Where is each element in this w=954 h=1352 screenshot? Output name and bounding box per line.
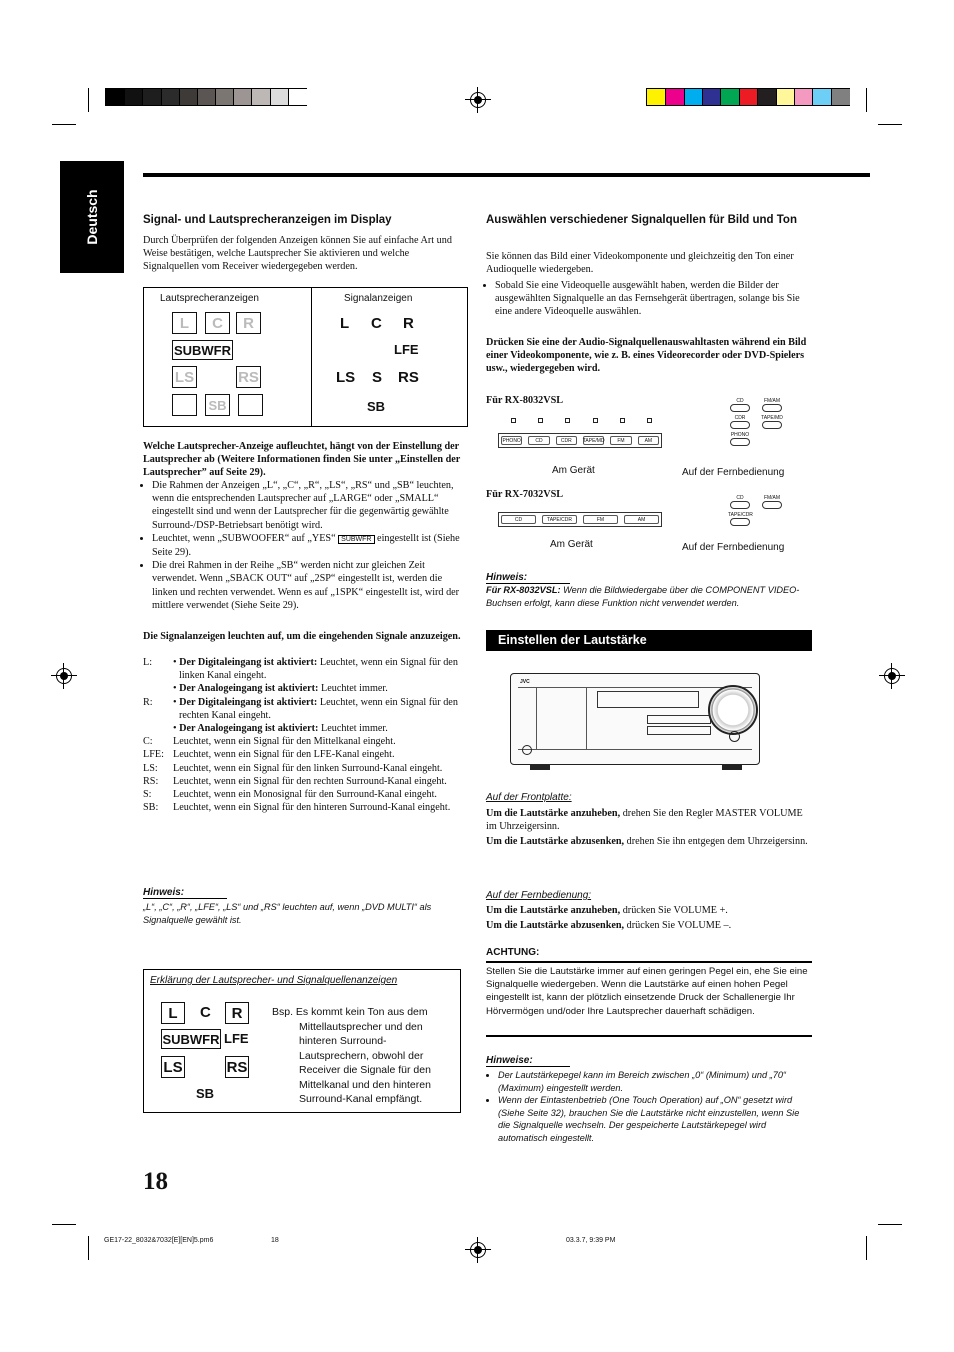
panel-led (647, 418, 652, 423)
source-button-label: AM (637, 516, 646, 523)
legend-indicator-lfe: LFE (224, 1031, 249, 1046)
front-down-label: Um die Lautstärke abzusenken, (486, 836, 625, 847)
legend-indicator-rs: RS (225, 1056, 249, 1078)
signal-text: Leuchtet, wenn ein Signal für den linken Surround-Kanal eingeht. (173, 762, 443, 774)
signal-key: LS: (143, 762, 158, 774)
section-header-volume (486, 630, 812, 651)
remote-button-label: FM/AM (763, 495, 781, 501)
legend-line: Surround-Kanal empfängt. (299, 1093, 423, 1105)
speaker-indicator-c: C (205, 312, 230, 334)
signal-definitions (143, 656, 469, 814)
signal-text: Leuchtet, wenn ein Signal für den rechten Surround-Kanal eingeht. (173, 775, 447, 787)
swatch (270, 89, 290, 105)
legend-indicator-c: C (200, 1004, 211, 1021)
subwfr-inline-badge: SUBWFR (338, 535, 374, 544)
rem-down-text: drücken Sie VOLUME –. (624, 920, 732, 931)
source-button-label: FM (617, 437, 625, 444)
footer-date: 03.3.7, 9:39 PM (566, 1237, 616, 1244)
table-divider (311, 288, 312, 426)
signal-row (143, 801, 469, 814)
crop-mark (866, 1236, 867, 1260)
remote-8032 (728, 398, 788, 464)
bullet-item: • Sobald Sie eine Videoquelle ausgewählt haben, werden die Bilder der ausgewählten Signalquelle an das Fernsehgerät übertragen, solange bis Sie eine andere Videoquelle auswählen. (495, 279, 811, 319)
crop-mark (878, 1224, 902, 1225)
legend-line: Receiver die Signale für den (299, 1064, 431, 1076)
remote-button[interactable] (762, 421, 782, 429)
am-geraet-label-2: Am Gerät (550, 539, 593, 550)
speaker-indicator-rs: RS (236, 366, 261, 388)
front-up-label: Um die Lautstärke anzuheben, (486, 808, 621, 819)
swatch (702, 89, 722, 105)
front-up-text: drehen Sie den Regler MASTER VOLUME im Uhrzeigersinn. (486, 808, 803, 833)
gray-scale-bar (105, 88, 307, 106)
swatch (720, 89, 740, 105)
speaker-indicator-subwfr: SUBWFR (172, 340, 233, 360)
master-volume-knob[interactable] (708, 685, 758, 735)
signal-key: SB: (143, 802, 159, 814)
signal-body (173, 696, 469, 736)
swatch (739, 89, 759, 105)
left-note: „L“, „C“, „R“, „LFE“, „LS“ und „RS“ leuchten auf, wenn „DVD MULTI“ als Signalquelle gewählt ist. (143, 902, 432, 925)
right-bullet (486, 279, 811, 319)
bullet-item (152, 532, 468, 559)
panel-led (511, 418, 516, 423)
remote-button-label: CD (736, 398, 744, 404)
right-note (486, 584, 814, 609)
legend-line: Lautsprechern, obwohl der (299, 1049, 424, 1062)
legend-line: Mittelkanal und den hinteren (299, 1078, 431, 1091)
note-title: Hinweis: (143, 887, 227, 899)
right-intro: Sie können das Bild einer Videokomponente und gleichzeitig den Ton einer Audioquelle wiedergeben. (486, 251, 794, 276)
right-heading: Auswählen verschiedener Signalquellen für Bild und Ton (486, 214, 797, 226)
remote-button-label: TAPE/CDR (728, 512, 753, 518)
right-instruction: Drücken Sie eine der Audio-Signalquellenauswahltasten während ein Bild einer Videokomponente, wie z. B. eines Videorecorder oder DVD-Spielers usw., wiedergegeben wird. (486, 337, 807, 375)
swatch (684, 89, 704, 105)
swatch (647, 89, 666, 105)
notes-title: Hinweise: (486, 1055, 570, 1067)
legend-line: Mittellautsprecher und den (299, 1020, 423, 1033)
footer-filename: GE17-22_8032&7032[E][EN]5.pm6 (104, 1237, 214, 1244)
swatch (831, 89, 851, 105)
signal-item-text: Leuchtet, wenn ein Signal für den linken Kanal eingeht. (179, 657, 458, 682)
remote-button[interactable] (762, 501, 782, 509)
signal-indicator-r: R (403, 315, 414, 332)
source-button-label: FM (596, 516, 605, 523)
remote-button[interactable] (730, 438, 750, 446)
right-note-title (486, 567, 570, 585)
signal-key: LFE: (143, 749, 164, 761)
signal-row (143, 735, 469, 748)
source-button-label: AM (644, 437, 653, 444)
swatch (812, 89, 832, 105)
swatch (794, 89, 814, 105)
crop-mark (88, 88, 89, 112)
panel-led (565, 418, 570, 423)
panel-led (538, 418, 543, 423)
caution-title: ACHTUNG: (486, 947, 540, 958)
remote-button[interactable] (730, 404, 750, 412)
legend-box (143, 969, 461, 1113)
front-panel-7032 (498, 512, 662, 532)
legend-indicator-r: R (225, 1002, 249, 1024)
swatch (757, 89, 777, 105)
signal-indicator-sb: SB (367, 399, 386, 414)
speaker-explanation: Welche Lautsprecher-Anzeige aufleuchtet, hängt von der Einstellung der Lautsprecher ab (Weitere Informationen finden Sie unter „Einstellen der Lautsprecher” auf Seite 29). (143, 441, 461, 479)
speaker-indicator-sb: SB (205, 394, 230, 416)
swatch (142, 89, 162, 105)
signal-item: • Der Digitaleingang ist aktiviert: Leuchtet, wenn ein Signal für den linken Kanal eingeht. (173, 657, 458, 682)
indicator-table (143, 287, 468, 427)
fernbedienung-label-2: Auf der Fernbedienung (682, 542, 785, 553)
legend-indicator-sb: SB (196, 1086, 215, 1101)
note-item: • Wenn der Eintastenbetrieb (One Touch Operation) auf „ON“ gesetzt wird (Siehe Seite 32), brauchen Sie die Lautstärke nicht einzustellen, wenn Sie die Signalquelle wechseln. Der gespeicherte Lautstärkepegel wird automatisch eingestellt. (498, 1094, 814, 1144)
remote-button[interactable] (762, 404, 782, 412)
signal-key: L: (143, 657, 153, 668)
crop-mark (52, 124, 76, 125)
signal-text: Leuchtet, wenn ein Signal für den Mittelkanal eingeht. (173, 736, 396, 748)
model-7032-label: Für RX-7032VSL (486, 489, 564, 500)
legend-indicator-l: L (161, 1002, 185, 1024)
remote-button[interactable] (730, 421, 750, 429)
bullet-subwoofer-text: Leuchtet, wenn „SUBWOOFER“ auf „YES“ (152, 532, 339, 544)
source-button-label: PHONO (502, 437, 521, 444)
swatch (124, 89, 144, 105)
front-volume-up (486, 807, 811, 833)
remote-button-label: CD (736, 495, 744, 501)
bullet-item: • Die Rahmen der Anzeigen „L“, „C“, „R“, „LS“, „RS“ und „SB“ leuchten, wenn die entsprechenden Lautsprecher auf „LARGE“ oder „SMALL“ eingestellt sind und wenn der Lautsprecher für die gegenwärtig gewählte Surround-/DSP-Betriebsart benötigt wird. (152, 479, 468, 532)
note-text: Wenn die Bildwiedergabe über die COMPONENT VIDEO-Buchsen erfolgt, kann diese Funktion nicht verwendet werden. (486, 585, 800, 608)
speaker-indicator-ls: LS (172, 366, 197, 388)
crop-mark (878, 124, 902, 125)
speaker-indicator-r: R (236, 312, 261, 334)
signal-text: Leuchtet, wenn ein Monosignal für den Surround-Kanal eingeht. (173, 789, 437, 801)
footer-page: 18 (271, 1237, 279, 1244)
swatch (776, 89, 796, 105)
panel-led (620, 418, 625, 423)
note-title: Hinweis: (486, 572, 570, 584)
left-heading: Signal- und Lautsprecheranzeigen im Display (143, 214, 392, 226)
signal-item: • Der Digitaleingang ist aktiviert: Leuchtet, wenn ein Signal für den rechten Kanal eingeht. (173, 696, 458, 721)
swatch (288, 89, 308, 105)
source-button-label: TAPE/CDR (547, 516, 572, 523)
swatch (179, 89, 199, 105)
remote-button[interactable] (730, 501, 750, 509)
rem-up-label: Um die Lautstärke anzuheben, (486, 905, 621, 916)
am-geraet-label: Am Gerät (552, 465, 595, 476)
crop-mark (866, 88, 867, 112)
legend-title: Erklärung der Lautsprecher- und Signalquellenanzeigen (150, 975, 398, 986)
signal-row (143, 696, 469, 736)
signal-key: R: (143, 696, 153, 708)
swatch (251, 89, 271, 105)
signal-item-label: Der Digitaleingang ist aktiviert: (179, 657, 318, 668)
right-notes (486, 1069, 814, 1144)
signal-indicator-ls: LS (336, 369, 356, 386)
signal-item: • Der Analogeingang ist aktiviert: Leuchtet immer. (173, 723, 388, 735)
remote-button-label: TAPE/MD (761, 415, 783, 421)
speaker-indicator-sb-left (172, 394, 197, 416)
table-header-signals: Signalanzeigen (344, 293, 413, 304)
signal-item: • Der Analogeingang ist aktiviert: Leuchtet immer. (173, 683, 388, 695)
signal-indicator-lfe: LFE (394, 342, 419, 357)
remote-7032 (728, 495, 788, 529)
signal-indicator-l: L (340, 315, 350, 332)
note-model: Für RX-8032VSL: (486, 585, 561, 595)
bullet-item: • Die drei Rahmen in der Reihe „SB“ werden nicht zur gleichen Zeit verwendet. Wenn „SBACK OUT“ auf „2SP“ eingestellt ist, werden die linken und rechten verwendet. Wenn es auf „1SPK“ eingestellt ist, wird der mittlere verwendet (Siehe Seite 29). (152, 559, 468, 612)
notes-title-wrap (486, 1050, 570, 1068)
signal-row (143, 656, 469, 696)
table-header-speakers: Lautsprecheranzeigen (160, 293, 259, 304)
left-note-title (143, 882, 227, 900)
front-down-text: drehen Sie ihn entgegen dem Uhrzeigersinn. (624, 836, 808, 847)
signal-indicator-s: S (372, 369, 383, 386)
page-number: 18 (143, 1168, 168, 1195)
remote-button-label: PHONO (730, 432, 750, 438)
rem-up-text: drücken Sie VOLUME +. (620, 905, 728, 916)
signal-item-label: Der Analogeingang ist aktiviert: (179, 723, 319, 735)
speaker-indicator-l: L (172, 312, 197, 334)
signal-text: Leuchtet, wenn ein Signal für den hinteren Surround-Kanal eingeht. (173, 802, 451, 814)
front-volume-down (486, 835, 811, 848)
registration-mark-icon (470, 92, 486, 108)
legend-indicator-ls: LS (161, 1056, 185, 1078)
remote-volume-up (486, 904, 811, 917)
signal-item-label: Der Analogeingang ist aktiviert: (179, 683, 319, 695)
legend-line: hinteren Surround- (299, 1035, 387, 1047)
bullet-subwoofer-text-end: eingestellt ist (Siehe Seite 29). (152, 532, 460, 559)
caution-rule-top (486, 961, 812, 963)
source-button-label: CD (514, 516, 523, 523)
swatch (233, 89, 253, 105)
legend-line: Bsp. Es kommt kein Ton aus dem (272, 1006, 428, 1018)
brand-logo: JVC (520, 679, 530, 685)
swatch (215, 89, 235, 105)
note-item: • Der Lautstärkepegel kann im Bereich zwischen „0“ (Minimum) und „70“ (Maximum) eingestellt werden. (498, 1069, 814, 1094)
front-panel-8032 (498, 414, 662, 464)
registration-mark-icon (884, 668, 900, 684)
signal-body (173, 656, 469, 696)
panel-led (593, 418, 598, 423)
model-8032-label: Für RX-8032VSL (486, 395, 564, 406)
signal-row (143, 748, 469, 761)
front-panel-title (486, 787, 572, 805)
signal-key: RS: (143, 775, 159, 787)
registration-mark-icon (470, 1242, 486, 1258)
swatch (665, 89, 685, 105)
caution-rule-bottom (486, 1035, 812, 1037)
swatch (106, 89, 125, 105)
signal-key: C: (143, 736, 153, 748)
signal-indicator-rs: RS (398, 369, 419, 386)
color-bar (646, 88, 850, 106)
speaker-bullets (143, 479, 468, 612)
source-button-label: CDR (560, 437, 572, 444)
remote-button-label: FM/AM (763, 398, 781, 404)
language-tab (60, 161, 124, 273)
rem-down-label: Um die Lautstärke abzusenken, (486, 920, 625, 931)
source-button-label: TAPE/MD (582, 437, 605, 444)
signal-item-label: Der Digitaleingang ist aktiviert: (179, 696, 318, 708)
section-title: Einstellen der Lautstärke (498, 633, 647, 647)
signal-row (143, 762, 469, 775)
signal-item-text: Leuchtet immer. (318, 723, 388, 735)
signal-row (143, 775, 469, 788)
language-tab-label: Deutsch (84, 189, 100, 245)
remote-title (486, 885, 591, 903)
remote-button[interactable] (730, 518, 750, 526)
signal-text: Leuchtet, wenn ein Signal für den LFE-Kanal eingeht. (173, 749, 395, 761)
legend-indicator-subwfr: SUBWFR (161, 1029, 221, 1049)
crop-mark (52, 1224, 76, 1225)
front-panel-heading: Auf der Frontplatte: (486, 792, 572, 803)
registration-mark-icon (56, 668, 72, 684)
signal-indicator-c: C (371, 315, 382, 332)
crop-mark (88, 1236, 89, 1260)
signal-row (143, 788, 469, 801)
swatch (161, 89, 181, 105)
remote-heading: Auf der Fernbedienung: (486, 890, 592, 901)
caution-text: Stellen Sie die Lautstärke immer auf einen geringen Pegel ein, ehe Sie eine Signalquelle wiedergeben. Wenn die Lautstärke auf einen hohen Pegel eingestellt ist, kann der plötzlich einsetzende Druck der Schallenergie Ihr Hörvermögen und/oder Ihre Lautsprecher dauerhaft schädigen. (486, 966, 808, 1017)
signal-item-text: Leuchtet, wenn ein Signal für den rechten Kanal eingeht. (179, 696, 458, 721)
receiver-illustration (510, 673, 760, 771)
speaker-indicator-sb-right (238, 394, 263, 416)
signal-key: S: (143, 789, 152, 801)
fernbedienung-label: Auf der Fernbedienung (682, 467, 785, 478)
source-button-label: CD (535, 437, 543, 444)
top-rule (143, 173, 870, 177)
signal-explanation: Die Signalanzeigen leuchten auf, um die eingehenden Signale anzuzeigen. (143, 631, 461, 642)
remote-volume-down (486, 919, 811, 932)
swatch (197, 89, 217, 105)
remote-button-label: CDR (734, 415, 746, 421)
signal-item-text: Leuchtet immer. (318, 683, 388, 695)
left-intro: Durch Überprüfen der folgenden Anzeigen können Sie auf einfache Art und Weise bestätigen, welche Lautsprecher Sie aktivieren und welche Signalquellen vom Receiver wiedergegeben werden. (143, 235, 452, 273)
